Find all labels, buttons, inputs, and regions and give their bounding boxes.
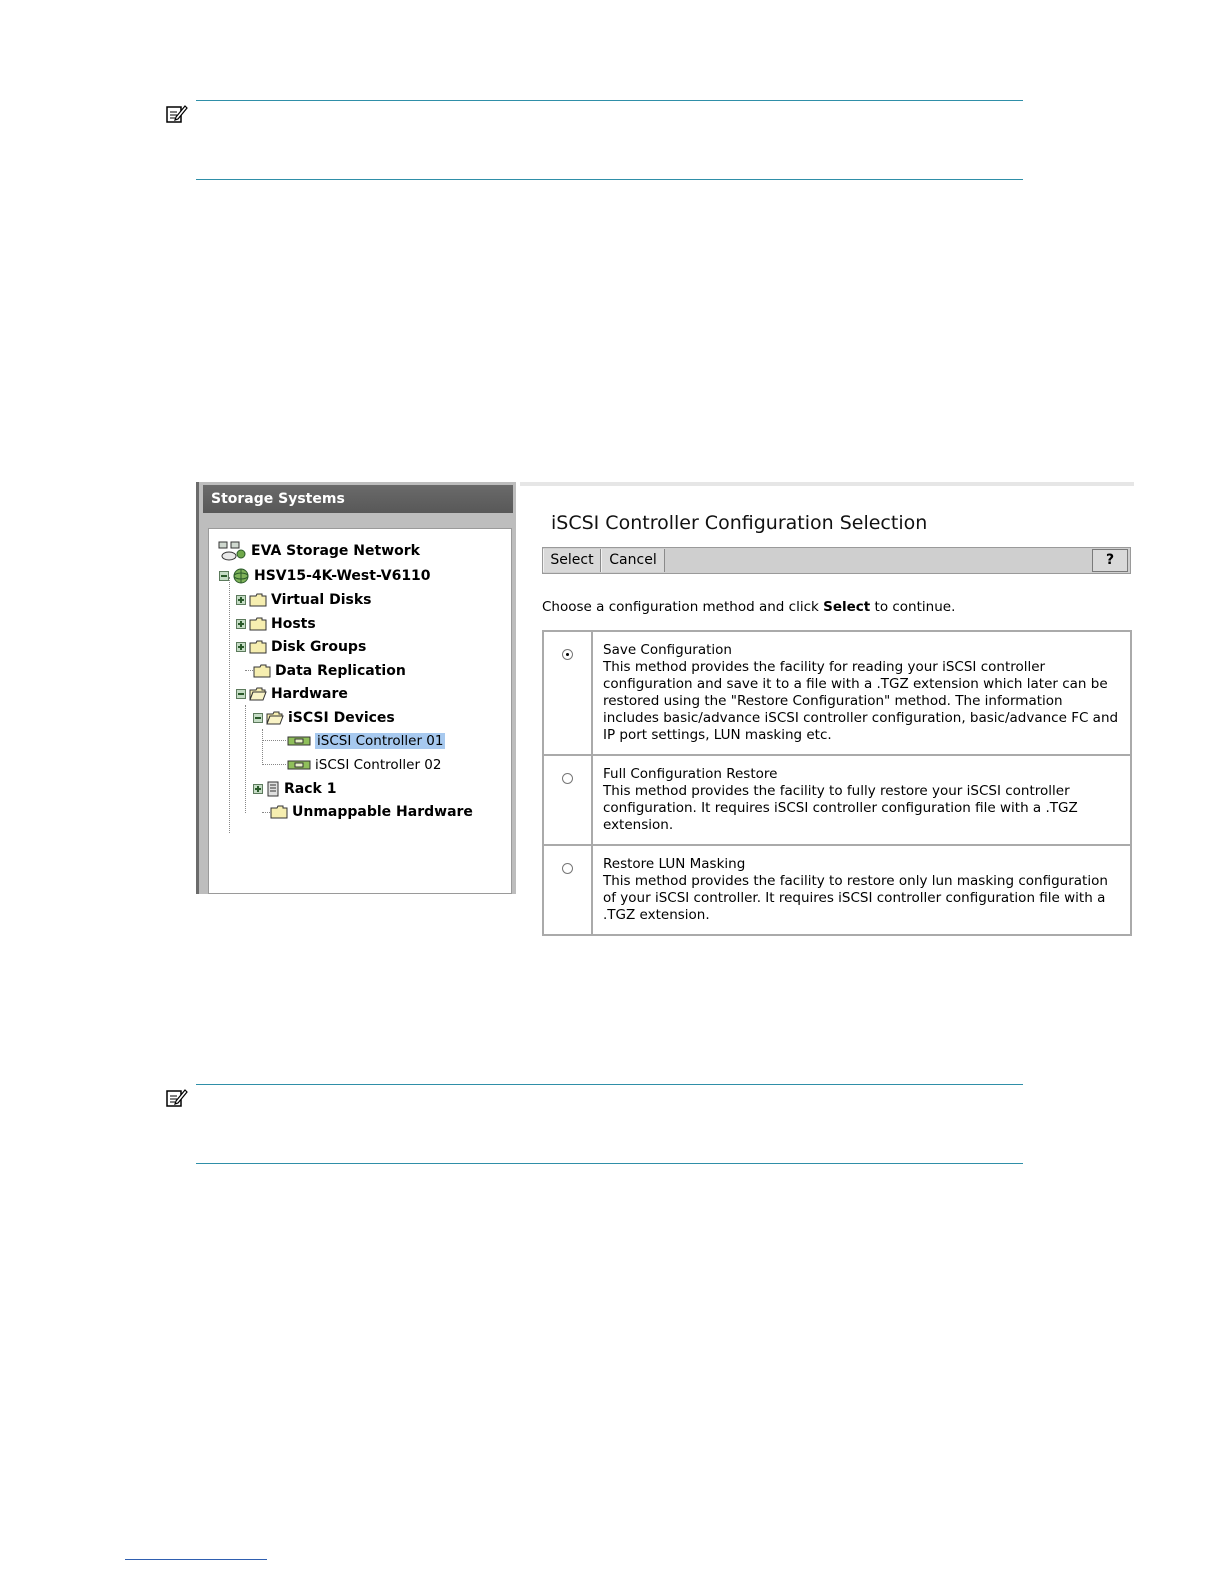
options-table [542,630,1132,936]
controller-icon [287,759,311,771]
controller-icon [287,735,311,747]
navigation-tree [208,528,512,894]
full-configuration-restore-radio[interactable] [562,773,573,784]
tree-item-iscsi-devices[interactable] [253,708,395,728]
tree-item-label: HSV15-4K-West-V6110 [254,568,431,584]
option-description: This method provides the facility to restore only lun masking configuration of your iSCSI controller. It requires iSCSI controller configuration file with a .TGZ extension. [603,873,1108,923]
open-folder-icon [249,687,267,701]
collapse-icon[interactable] [236,689,246,699]
note-icon [166,104,188,124]
screenshot-figure [196,482,1134,923]
tree-item-storage-system[interactable] [219,566,431,586]
option-title: Save Configuration [603,642,732,658]
option-description: This method provides the facility for reading your iSCSI controller configuration and save it to a file with a .TGZ extension which later can be restored using the "Restore Configuration" method. The information includes basic/advance iSCSI controller configuration, basic/advance FC and IP port settings, LUN masking etc. [603,659,1119,743]
help-button[interactable]: ? [1092,549,1128,572]
note-bottom-rule [196,179,1023,180]
tree-item-hardware[interactable] [236,684,348,704]
expand-icon[interactable] [236,619,246,629]
tree-item-label: Hosts [271,616,316,632]
tree-item-iscsi-controller-02[interactable] [287,755,441,775]
note-top-rule [196,1084,1023,1085]
tree-item-label: Disk Groups [271,639,367,655]
footnote-rule [125,1559,267,1560]
option-row [543,631,1131,755]
tree-item-iscsi-controller-01[interactable] [287,731,445,751]
option-row [543,845,1131,935]
note-bottom-rule [196,1163,1023,1164]
tree-item-label: iSCSI Controller 02 [315,757,442,773]
expand-icon[interactable] [236,642,246,652]
configuration-selection-panel [520,482,1134,923]
tree-item-label: iSCSI Devices [288,710,395,726]
storage-system-icon [232,567,250,585]
tree-item-label: Unmappable Hardware [292,804,473,820]
tree-item-virtual-disks[interactable] [236,590,371,610]
toolbar [542,547,1131,574]
collapse-icon[interactable] [219,571,229,581]
note-icon [166,1088,188,1108]
dialog-title: iSCSI Controller Configuration Selection [551,512,928,534]
tree-item-label: Hardware [271,686,348,702]
tree-item-label: Data Replication [275,663,406,679]
cancel-button[interactable]: Cancel [601,549,665,572]
tree-item-storage-network[interactable] [217,541,420,561]
tree-item-label: Rack 1 [284,781,337,797]
tree-item-data-replication[interactable] [253,661,406,681]
folder-icon [249,617,267,631]
select-button[interactable]: Select [543,549,601,572]
tree-item-label: EVA Storage Network [251,543,420,559]
folder-icon [253,664,271,678]
storage-systems-panel [196,482,516,894]
option-title: Restore LUN Masking [603,856,746,872]
tree-item-rack-1[interactable] [253,779,336,799]
note-top-rule [196,100,1023,101]
expand-icon[interactable] [253,784,263,794]
folder-icon [270,805,288,819]
tree-item-unmappable-hardware[interactable] [270,802,473,822]
rack-icon [266,781,280,797]
panel-header: Storage Systems [203,485,513,513]
tree-item-hosts[interactable] [236,614,316,634]
open-folder-icon [266,711,284,725]
save-configuration-radio[interactable] [562,649,573,660]
tree-item-label: Virtual Disks [271,592,372,608]
instruction-text: Choose a configuration method and click Select to continue. [542,599,956,615]
tree-item-label: iSCSI Controller 01 [317,733,444,749]
option-row [543,755,1131,845]
folder-icon [249,640,267,654]
expand-icon[interactable] [236,595,246,605]
collapse-icon[interactable] [253,713,263,723]
folder-icon [249,593,267,607]
network-icon [217,541,247,561]
option-description: This method provides the facility to fully restore your iSCSI controller configuration. It requires iSCSI controller configuration file with a .TGZ extension. [603,783,1078,833]
option-title: Full Configuration Restore [603,766,778,782]
tree-item-disk-groups[interactable] [236,637,366,657]
restore-lun-masking-radio[interactable] [562,863,573,874]
